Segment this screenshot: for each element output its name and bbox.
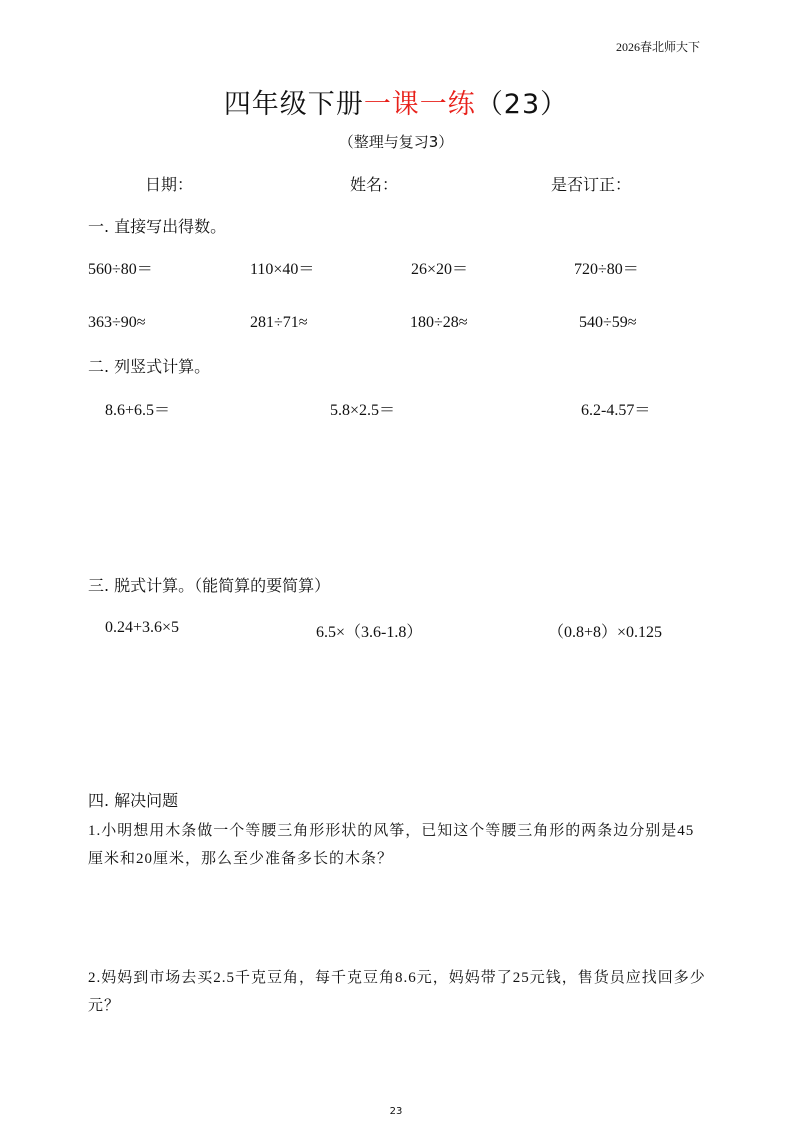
- exercise-item: 26×20＝: [411, 261, 469, 278]
- edition-label: 2026春北师大下: [615, 40, 700, 54]
- exercise-item: 720÷80＝: [574, 261, 639, 278]
- exercise-item: 180÷28≈: [410, 314, 468, 331]
- date-field-label: 日期：: [145, 175, 194, 194]
- section-heading-word-problems: 四. 解决问题: [88, 791, 179, 810]
- page-title: [0, 82, 792, 121]
- name-field-label: 姓名：: [350, 175, 399, 194]
- exercise-item: （0.8+8）×0.125: [548, 624, 663, 641]
- exercise-item: 6.2-4.57＝: [581, 402, 651, 419]
- exercise-item: 110×40＝: [250, 261, 315, 278]
- exercise-item: 281÷71≈: [250, 314, 308, 331]
- exercise-item: 363÷90≈: [88, 314, 146, 331]
- exercise-item: 0.24+3.6×5: [105, 619, 180, 636]
- page-subtitle: （整理与复习3）: [338, 133, 454, 151]
- title-highlight: 一课一练: [363, 89, 476, 120]
- section-heading-vertical-calc: 二. 列竖式计算。: [88, 357, 211, 376]
- exercise-item: 8.6+6.5＝: [105, 402, 171, 419]
- word-problem: 2.妈妈到市场去买2.5千克豆角，每千克豆角8.6元，妈妈带了25元钱，售货员应找回多少元？: [88, 970, 706, 1014]
- title-grade: 四年级下册: [223, 89, 364, 120]
- exercise-item: 540÷59≈: [579, 314, 637, 331]
- section-heading-step-calc: 三. 脱式计算。（能简算的要简算）: [88, 576, 331, 595]
- title-number: （23）: [475, 89, 569, 120]
- corrected-field-label: 是否订正：: [551, 175, 632, 194]
- exercise-item: 6.5×（3.6-1.8）: [316, 624, 423, 641]
- word-problem: 1.小明想用木条做一个等腰三角形形状的风筝，已知这个等腰三角形的两条边分别是45厘米和20厘米，那么至少准备多长的木条？: [88, 823, 695, 867]
- section-heading-mental-math: 一. 直接写出得数。: [88, 217, 227, 236]
- exercise-item: 5.8×2.5＝: [330, 402, 396, 419]
- page-number: 23: [389, 1106, 403, 1117]
- exercise-item: 560÷80＝: [88, 261, 153, 278]
